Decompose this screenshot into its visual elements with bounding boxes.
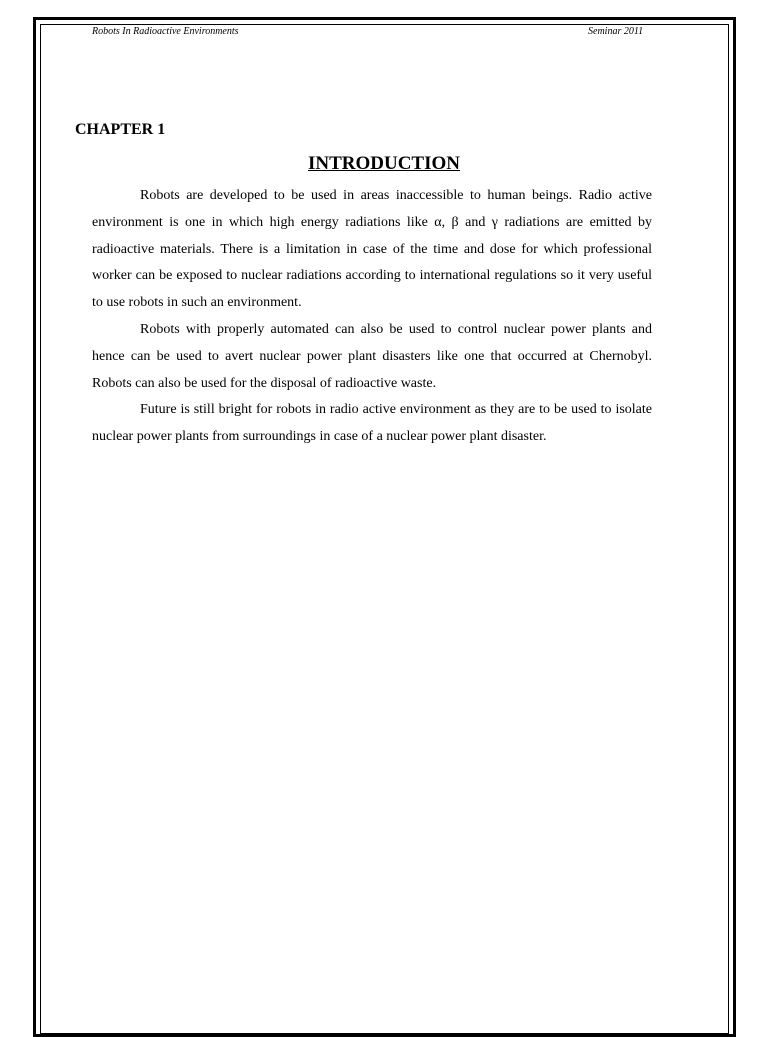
running-header-seminar: Seminar 2011	[588, 26, 644, 37]
paragraph-1: Robots are developed to be used in areas inaccessible to human beings. Radio active environment is one in which high energy radiations like α, β and γ radiations are emitted by radioactive materials. There is a limitation in case of the time and dose for which professional worker can be exposed to nuclear radiations according to international regulations so it very useful to use robots in such an environment.	[92, 188, 652, 311]
section-title: INTRODUCTION	[307, 153, 461, 174]
running-header-title: Robots In Radioactive Environments	[92, 26, 239, 37]
paragraph-3: Future is still bright for robots in radio active environment as they are to be used to isolate nuclear power plants from surroundings in case of a nuclear power plant disaster.	[92, 402, 652, 445]
body-text	[92, 183, 652, 451]
paragraph-2: Robots with properly automated can also be used to control nuclear power plants and hence can be used to avert nuclear power plant disasters like one that occurred at Chernobyl. Robots can also be used for the disposal of radioactive waste.	[92, 321, 652, 391]
chapter-heading: CHAPTER 1	[75, 121, 166, 138]
